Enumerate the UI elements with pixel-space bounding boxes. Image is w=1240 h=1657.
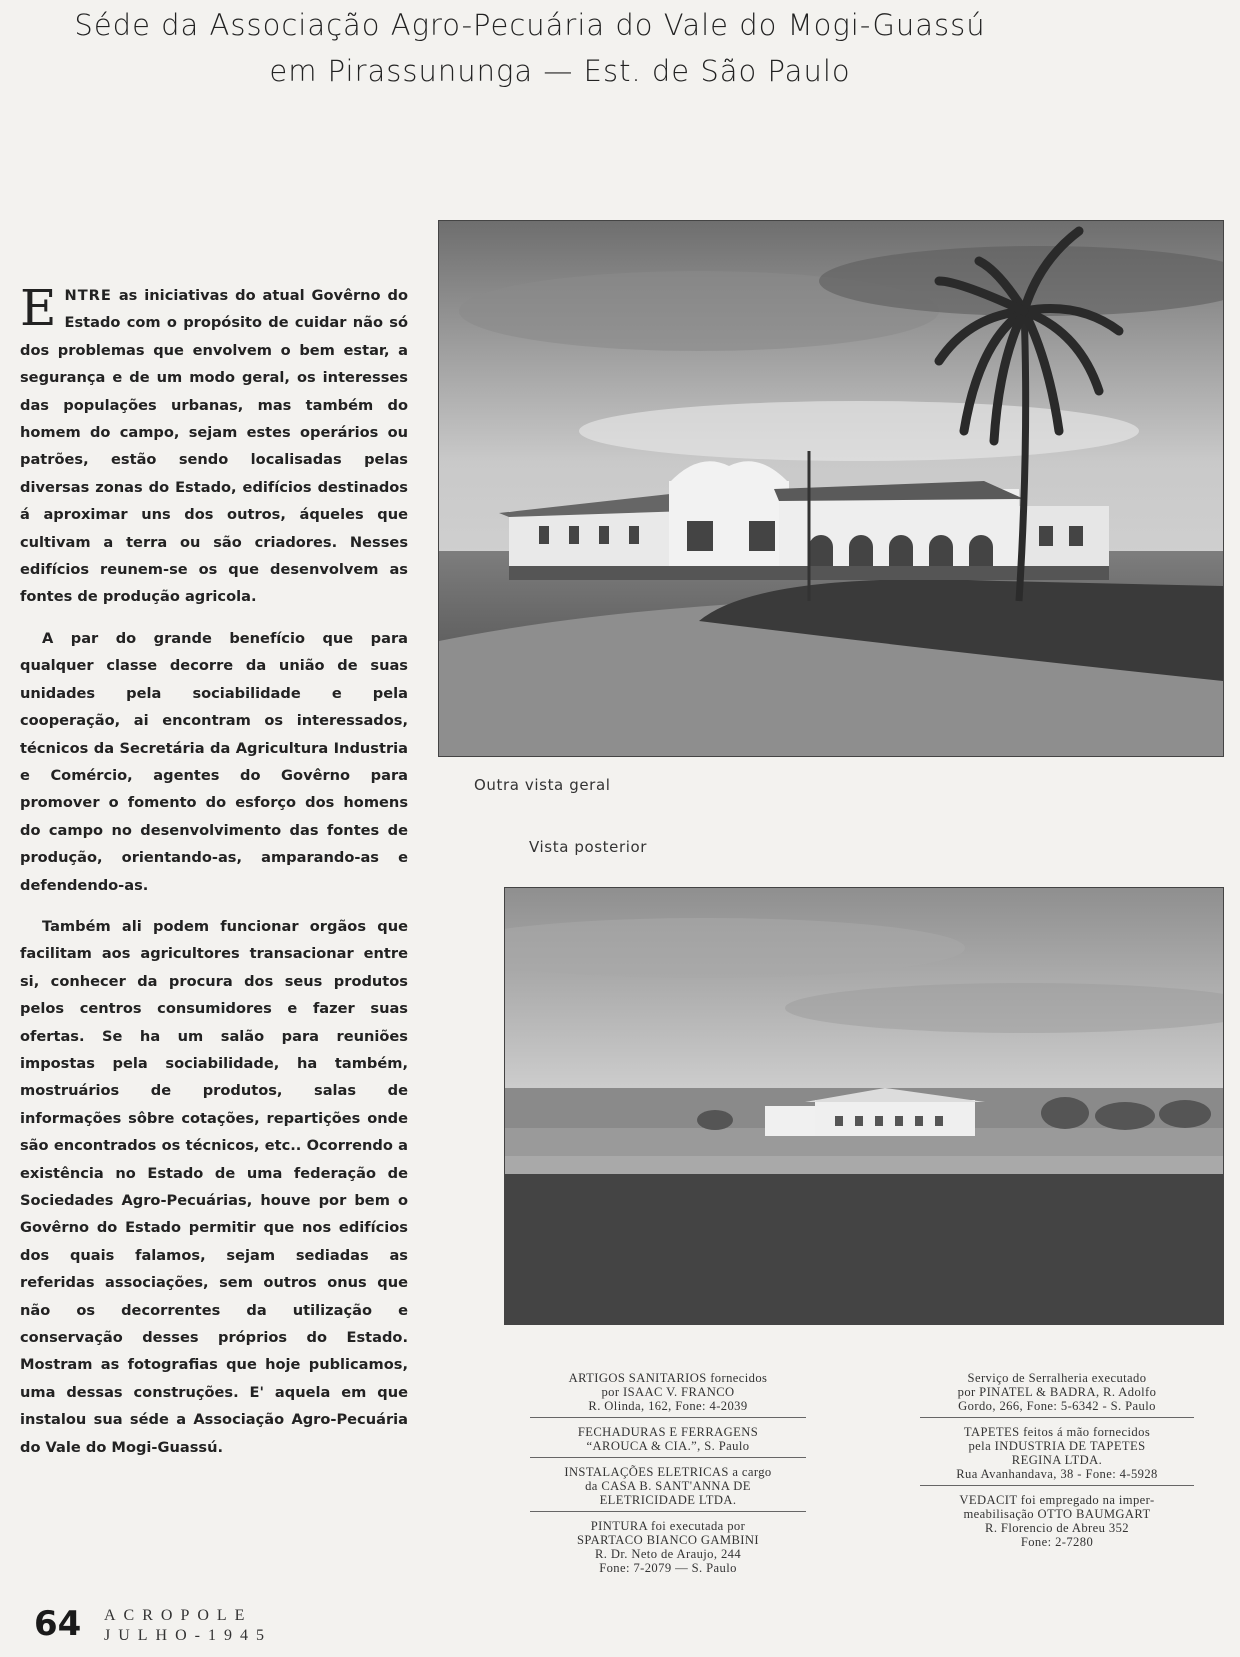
lead-caps: NTRE bbox=[64, 287, 112, 304]
credit-line: INSTALAÇÕES ELETRICAS a cargo bbox=[564, 1465, 772, 1479]
paragraph-1-text: as iniciativas do atual Govêrno do Estado com o propósito de cuidar não só dos problemas que envolvem o bem estar, a segurança e de um modo geral, os interesses das populações urbanas, mas também do homem do campo, sejam estes operários ou patrões, estão sendo localisadas pelas diversas zonas do Estado, edifícios destinados á aproximar uns dos outros, áqueles que cultivam a terra ou são criadores. Nesses edifícios reunem-se os que desenvolvem as fontes de produção agricola. bbox=[20, 287, 408, 606]
issue-date: JULHO-1945 bbox=[104, 1627, 272, 1644]
article-paragraph-3: Também ali podem funcionar orgãos que facilitam aos agricultores transacionar entre si, conhecer da procura dos seus produtos pelos centros consumidores e fazer suas ofertas. Se ha um salão para reuniões impostas pela sociabilidade, ha também, mostruários de produtos, salas de informações sôbre cotações, repartições onde são encontrados os técnicos, etc.. Ocorrendo a existência no Estado de uma federação de Sociedades Agro-Pecuárias, houve por bem o Govêrno do Estado permitir que nos edifícios dos quais falamos, sejam sediadas as referidas associações, sem outros onus que não os decorrentes da utilização e conservação desses próprios do Estado. Mostram as fotografias que hoje publicamos, uma dessas construções. E' aquela em que instalou sua séde a Associação Agro-Pecuária do Vale do Mogi-Guassú. bbox=[20, 917, 408, 1456]
credit-line: R. Dr. Neto de Araujo, 244 bbox=[594, 1547, 742, 1561]
photo-general-view bbox=[438, 220, 1224, 757]
credit-metalwork bbox=[920, 1370, 1194, 1418]
credits-right-column bbox=[920, 1370, 1194, 1559]
article-title-line2: em Pirassununga — Est. de São Paulo bbox=[269, 54, 851, 88]
credit-line: FECHADURAS E FERRAGENS bbox=[577, 1425, 759, 1439]
credit-line: R. Florencio de Abreu 352 bbox=[985, 1521, 1129, 1535]
credit-line: R. Olinda, 162, Fone: 4-2039 bbox=[588, 1399, 748, 1413]
drop-cap: E bbox=[20, 279, 57, 337]
credit-painting bbox=[530, 1518, 806, 1579]
magazine-name: ACROPOLE bbox=[104, 1607, 253, 1624]
credit-line: Fone: 2-7280 bbox=[1020, 1535, 1094, 1549]
credit-line: Gordo, 266, Fone: 5-6342 - S. Paulo bbox=[958, 1399, 1156, 1413]
caption-general-view: Outra vista geral bbox=[474, 776, 611, 794]
credit-line: Rua Avanhandava, 38 - Fone: 4-5928 bbox=[956, 1467, 1158, 1481]
credit-electrical bbox=[530, 1464, 806, 1512]
photo-rear-view bbox=[504, 887, 1224, 1325]
credits-left-column bbox=[530, 1370, 806, 1585]
magazine-masthead bbox=[104, 1606, 272, 1646]
credit-waterproofing bbox=[920, 1492, 1194, 1553]
credit-line: “AROUCA & CIA.”, S. Paulo bbox=[586, 1439, 750, 1453]
article-paragraph-2: A par do grande benefício que para qualquer classe decorre da união de suas unidades pela sociabilidade e pela cooperação, ai encontram os interessados, técnicos da Secretária da Agricultura Industria e Comércio, agentes do Govêrno para promover o fomento do esforço dos homens do campo no desenvolvimento das fontes de produção, orientando-as, amparando-as e defendendo-as. bbox=[20, 629, 408, 894]
caption-rear-view: Vista posterior bbox=[529, 838, 648, 856]
photo-general-view-image bbox=[439, 221, 1223, 756]
article-paragraph-1 bbox=[20, 279, 408, 611]
credit-line: PINTURA foi executada por bbox=[590, 1519, 746, 1533]
credit-line: pela INDUSTRIA DE TAPETES bbox=[968, 1439, 1146, 1453]
credit-line: Fone: 7-2079 — S. Paulo bbox=[599, 1561, 737, 1575]
credit-line: meabilisação OTTO BAUMGART bbox=[963, 1507, 1151, 1521]
credit-line: VEDACIT foi empregado na imper- bbox=[959, 1493, 1155, 1507]
credit-carpets bbox=[920, 1424, 1194, 1486]
credit-sanitary bbox=[530, 1370, 806, 1418]
page-number: 64 bbox=[34, 1604, 82, 1644]
credit-line: Serviço de Serralheria executado bbox=[967, 1371, 1147, 1385]
photo-rear-view-image bbox=[505, 888, 1223, 1324]
credit-line: SPARTACO BIANCO GAMBINI bbox=[577, 1533, 759, 1547]
article-title-line1: Séde da Associação Agro-Pecuária do Vale do Mogi-Guassú bbox=[74, 8, 986, 42]
credit-line: por ISAAC V. FRANCO bbox=[601, 1385, 735, 1399]
credit-hardware bbox=[530, 1424, 806, 1458]
credit-line: TAPETES feitos á mão fornecidos bbox=[963, 1425, 1151, 1439]
article-body bbox=[20, 279, 408, 1475]
credit-line: da CASA B. SANT'ANNA DE bbox=[585, 1479, 751, 1493]
credit-line: ELETRICIDADE LTDA. bbox=[599, 1493, 737, 1507]
credit-line: ARTIGOS SANITARIOS fornecidos bbox=[568, 1371, 768, 1385]
credit-line: por PINATEL & BADRA, R. Adolfo bbox=[957, 1385, 1157, 1399]
credit-line: REGINA LTDA. bbox=[1011, 1453, 1103, 1467]
